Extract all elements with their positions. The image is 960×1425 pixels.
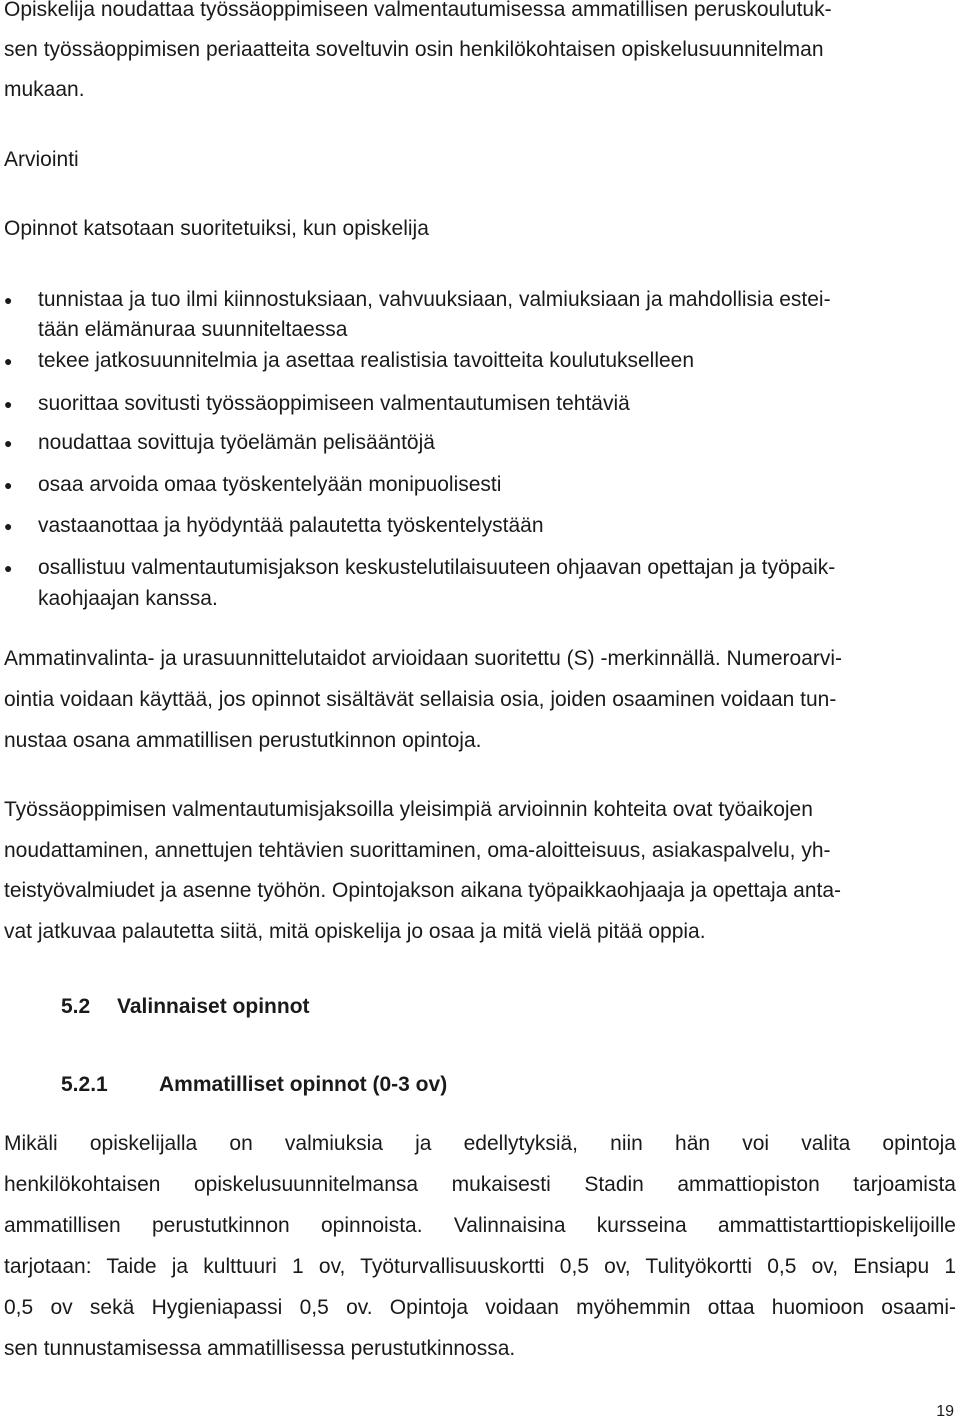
intro-line: mukaan. bbox=[4, 78, 85, 101]
list-item: kaohjaajan kanssa. bbox=[38, 587, 218, 610]
list-item: tunnistaa ja tuo ilmi kiinnostuksiaan, vahvuuksiaan, valmiuksiaan ja mahdollisia estei- bbox=[38, 288, 831, 311]
bullet-dot: ● bbox=[4, 292, 13, 308]
intro-line: Opiskelija noudattaa työssäoppimiseen valmentautumisessa ammatillisen peruskoulutuk- bbox=[4, 0, 832, 21]
list-item: osaa arvoida omaa työskentelyään monipuolisesti bbox=[38, 473, 502, 496]
body-line: tarjotaan: Taide ja kulttuuri 1 ov, Työturvallisuuskortti 0,5 ov, Tulityökortti 0,5 ov, Ensiapu 1 bbox=[4, 1255, 956, 1278]
bullet-dot: ● bbox=[4, 435, 13, 451]
body-line: noudattaminen, annettujen tehtävien suorittaminen, oma-aloitteisuus, asiakaspalvelu, yh- bbox=[4, 839, 831, 862]
body-line: ammatillisen perustutkinnon opinnoista. Valinnaisina kursseina ammattistarttiopiskelijoille bbox=[4, 1214, 956, 1237]
body-line: nustaa osana ammatillisen perustutkinnon opintoja. bbox=[4, 729, 482, 752]
page-number: 19 bbox=[936, 1403, 954, 1420]
list-item: osallistuu valmentautumisjakson keskustelutilaisuuteen ohjaavan opettajan ja työpaik- bbox=[38, 556, 836, 579]
body-line: 0,5 ov sekä Hygieniapassi 0,5 ov. Opintoja voidaan myöhemmin ottaa huomioon osaami- bbox=[4, 1296, 956, 1319]
criteria-lead: Opinnot katsotaan suoritetuiksi, kun opiskelija bbox=[4, 217, 429, 240]
bullet-dot: ● bbox=[4, 353, 13, 369]
list-item: noudattaa sovittuja työelämän pelisääntöjä bbox=[38, 431, 435, 454]
list-item: tään elämänuraa suunniteltaessa bbox=[38, 318, 348, 341]
list-item: tekee jatkosuunnitelmia ja asettaa realistisia tavoitteita koulutukselleen bbox=[38, 349, 695, 372]
intro-line: sen työssäoppimisen periaatteita soveltuvin osin henkilökohtaisen opiskelusuunnitelman bbox=[4, 38, 824, 61]
arviointi-heading: Arviointi bbox=[4, 148, 79, 171]
bullet-dot: ● bbox=[4, 560, 13, 576]
subsection-number: 5.2.1 bbox=[61, 1073, 108, 1096]
section-number: 5.2 bbox=[61, 995, 91, 1018]
list-item: vastaanottaa ja hyödyntää palautetta työskentelystään bbox=[38, 514, 544, 537]
body-line: Mikäli opiskelijalla on valmiuksia ja edellytyksiä, niin hän voi valita opintoja bbox=[4, 1132, 956, 1155]
body-line: Työssäoppimisen valmentautumisjaksoilla yleisimpiä arvioinnin kohteita ovat työaikojen bbox=[4, 798, 813, 821]
body-line: vat jatkuvaa palautetta siitä, mitä opiskelija jo osaa ja mitä vielä pitää oppia. bbox=[4, 920, 706, 943]
bullet-dot: ● bbox=[4, 518, 13, 534]
bullet-dot: ● bbox=[4, 477, 13, 493]
body-line: henkilökohtaisen opiskelusuunnitelmansa mukaisesti Stadin ammattiopiston tarjoamista bbox=[4, 1173, 956, 1196]
list-item: suorittaa sovitusti työssäoppimiseen valmentautumisen tehtäviä bbox=[38, 392, 630, 415]
bullet-dot: ● bbox=[4, 396, 13, 412]
subsection-title: Ammatilliset opinnot (0-3 ov) bbox=[159, 1073, 448, 1096]
body-line: Ammatinvalinta- ja urasuunnittelutaidot arvioidaan suoritettu (S) -merkinnällä. Numeroarvi- bbox=[4, 647, 843, 670]
body-line: sen tunnustamisessa ammatillisessa perustutkinnossa. bbox=[4, 1337, 516, 1360]
section-title: Valinnaiset opinnot bbox=[117, 995, 310, 1018]
body-line: ointia voidaan käyttää, jos opinnot sisältävät sellaisia osia, joiden osaaminen voidaan tun- bbox=[4, 688, 837, 711]
body-line: teistyövalmiudet ja asenne työhön. Opintojakson aikana työpaikkaohjaaja ja opettaja anta- bbox=[4, 879, 842, 902]
